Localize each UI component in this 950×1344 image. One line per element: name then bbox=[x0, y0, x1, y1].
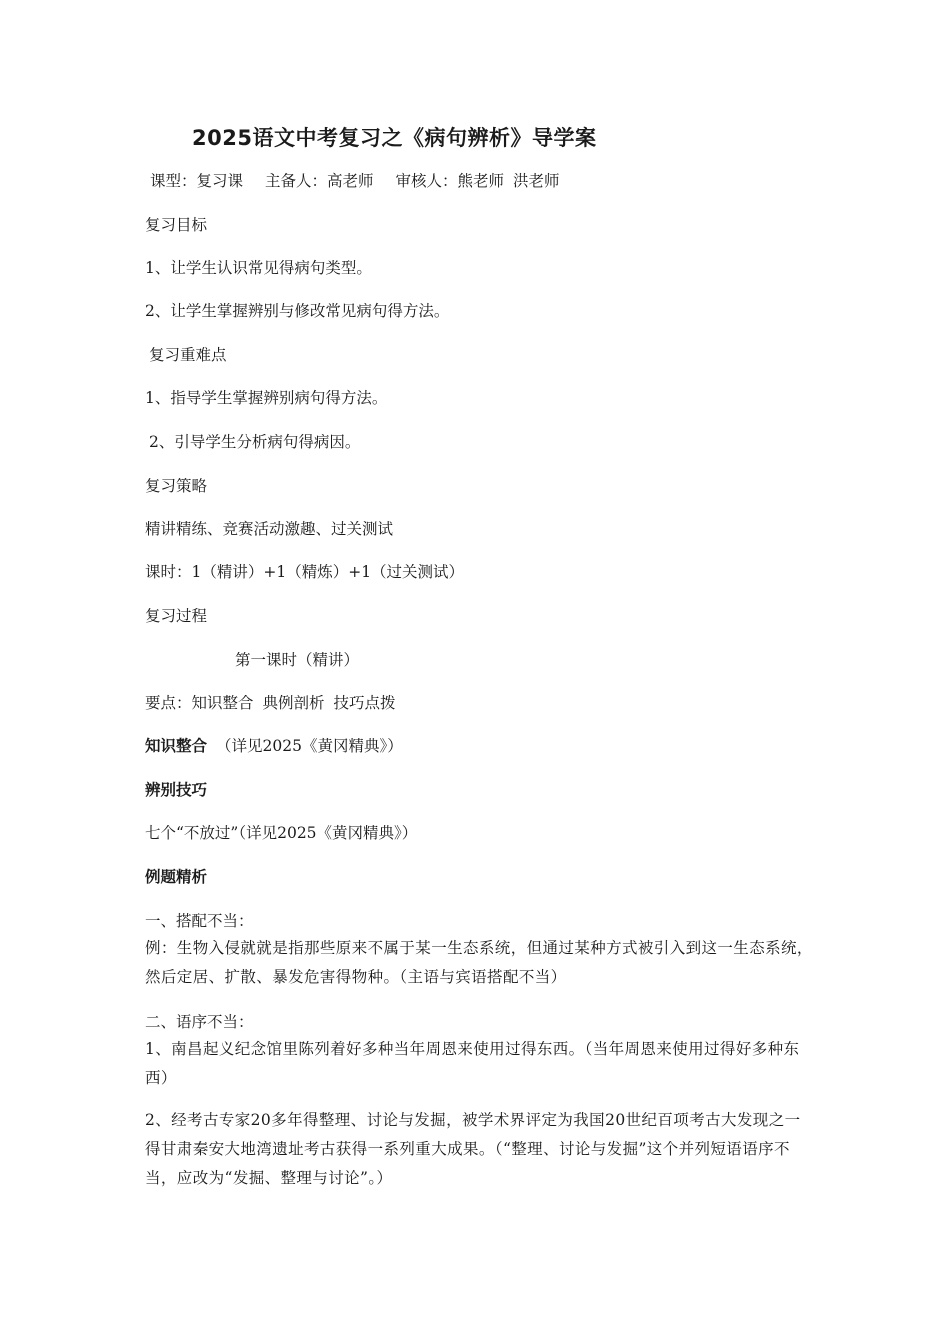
key-point: 典例剖析 bbox=[262, 694, 325, 712]
lesson-title: 第一课时（精讲） bbox=[235, 651, 360, 669]
key-point: 技巧点拨 bbox=[333, 694, 396, 712]
skills-heading: 辨别技巧 bbox=[145, 781, 208, 799]
goals-heading: 复习目标 bbox=[145, 216, 208, 234]
strategy-text: 精讲精练、竞赛活动激趣、过关测试 bbox=[145, 520, 394, 538]
difficulty-item-1: 1、指导学生掌握辨别病句得方法。 bbox=[145, 389, 388, 407]
key-point: 知识整合 bbox=[191, 694, 254, 712]
section-title-collocation: 一、搭配不当： bbox=[145, 912, 254, 930]
knowledge-label: 知识整合 bbox=[145, 737, 208, 755]
meta-line bbox=[150, 170, 560, 192]
preparer: 主备人：高老师 bbox=[265, 172, 374, 190]
examples-heading: 例题精析 bbox=[145, 868, 208, 886]
skills-text: 七个“不放过”（详见2025《黄冈精典》） bbox=[145, 824, 418, 842]
difficulty-item-2: 2、引导学生分析病句得病因。 bbox=[149, 433, 361, 451]
example-paragraph: 例：生物入侵就就是指那些原来不属于某一生态系统，但通过某种方式被引入到这一生态系统，然后定居、扩散、暴发危害得物种。（主语与宾语搭配不当） bbox=[145, 939, 813, 986]
strategy-heading: 复习策略 bbox=[145, 477, 208, 495]
key-points-label: 要点： bbox=[145, 694, 192, 712]
example-paragraph: 1、南昌起义纪念馆里陈列着好多种当年周恩来使用过得东西。（当年周恩来使用过得好多种东西） bbox=[145, 1040, 800, 1087]
example-paragraph: 2、经考古专家20多年得整理、讨论与发掘，被学术界评定为我国20世纪百项考古大发现之一得甘肃秦安大地湾遗址考古获得一系列重大成果。（“整理、讨论与发掘”这个并列短语语序不当，应改为“发掘、整理与讨论”。） bbox=[145, 1111, 801, 1187]
reviewer-2: 洪老师 bbox=[513, 172, 560, 190]
goal-item-1: 1、让学生认识常见得病句类型。 bbox=[145, 259, 372, 277]
process-heading: 复习过程 bbox=[145, 607, 208, 625]
section-title-word-order: 二、语序不当： bbox=[145, 1013, 254, 1031]
knowledge-note: （详见2025《黄冈精典》） bbox=[216, 737, 403, 755]
lesson-hours: 课时：1（精讲）+1（精炼）+1（过关测试） bbox=[145, 563, 465, 581]
goal-item-2: 2、让学生掌握辨别与修改常见病句得方法。 bbox=[145, 302, 450, 320]
document-title: 2025语文中考复习之《病句辨析》导学案 bbox=[192, 126, 597, 150]
difficulties-heading: 复习重难点 bbox=[149, 346, 227, 364]
lesson-type: 课型：复习课 bbox=[150, 172, 244, 190]
knowledge-line bbox=[145, 735, 403, 757]
key-points bbox=[145, 692, 396, 714]
reviewer: 审核人：熊老师 bbox=[395, 172, 505, 190]
